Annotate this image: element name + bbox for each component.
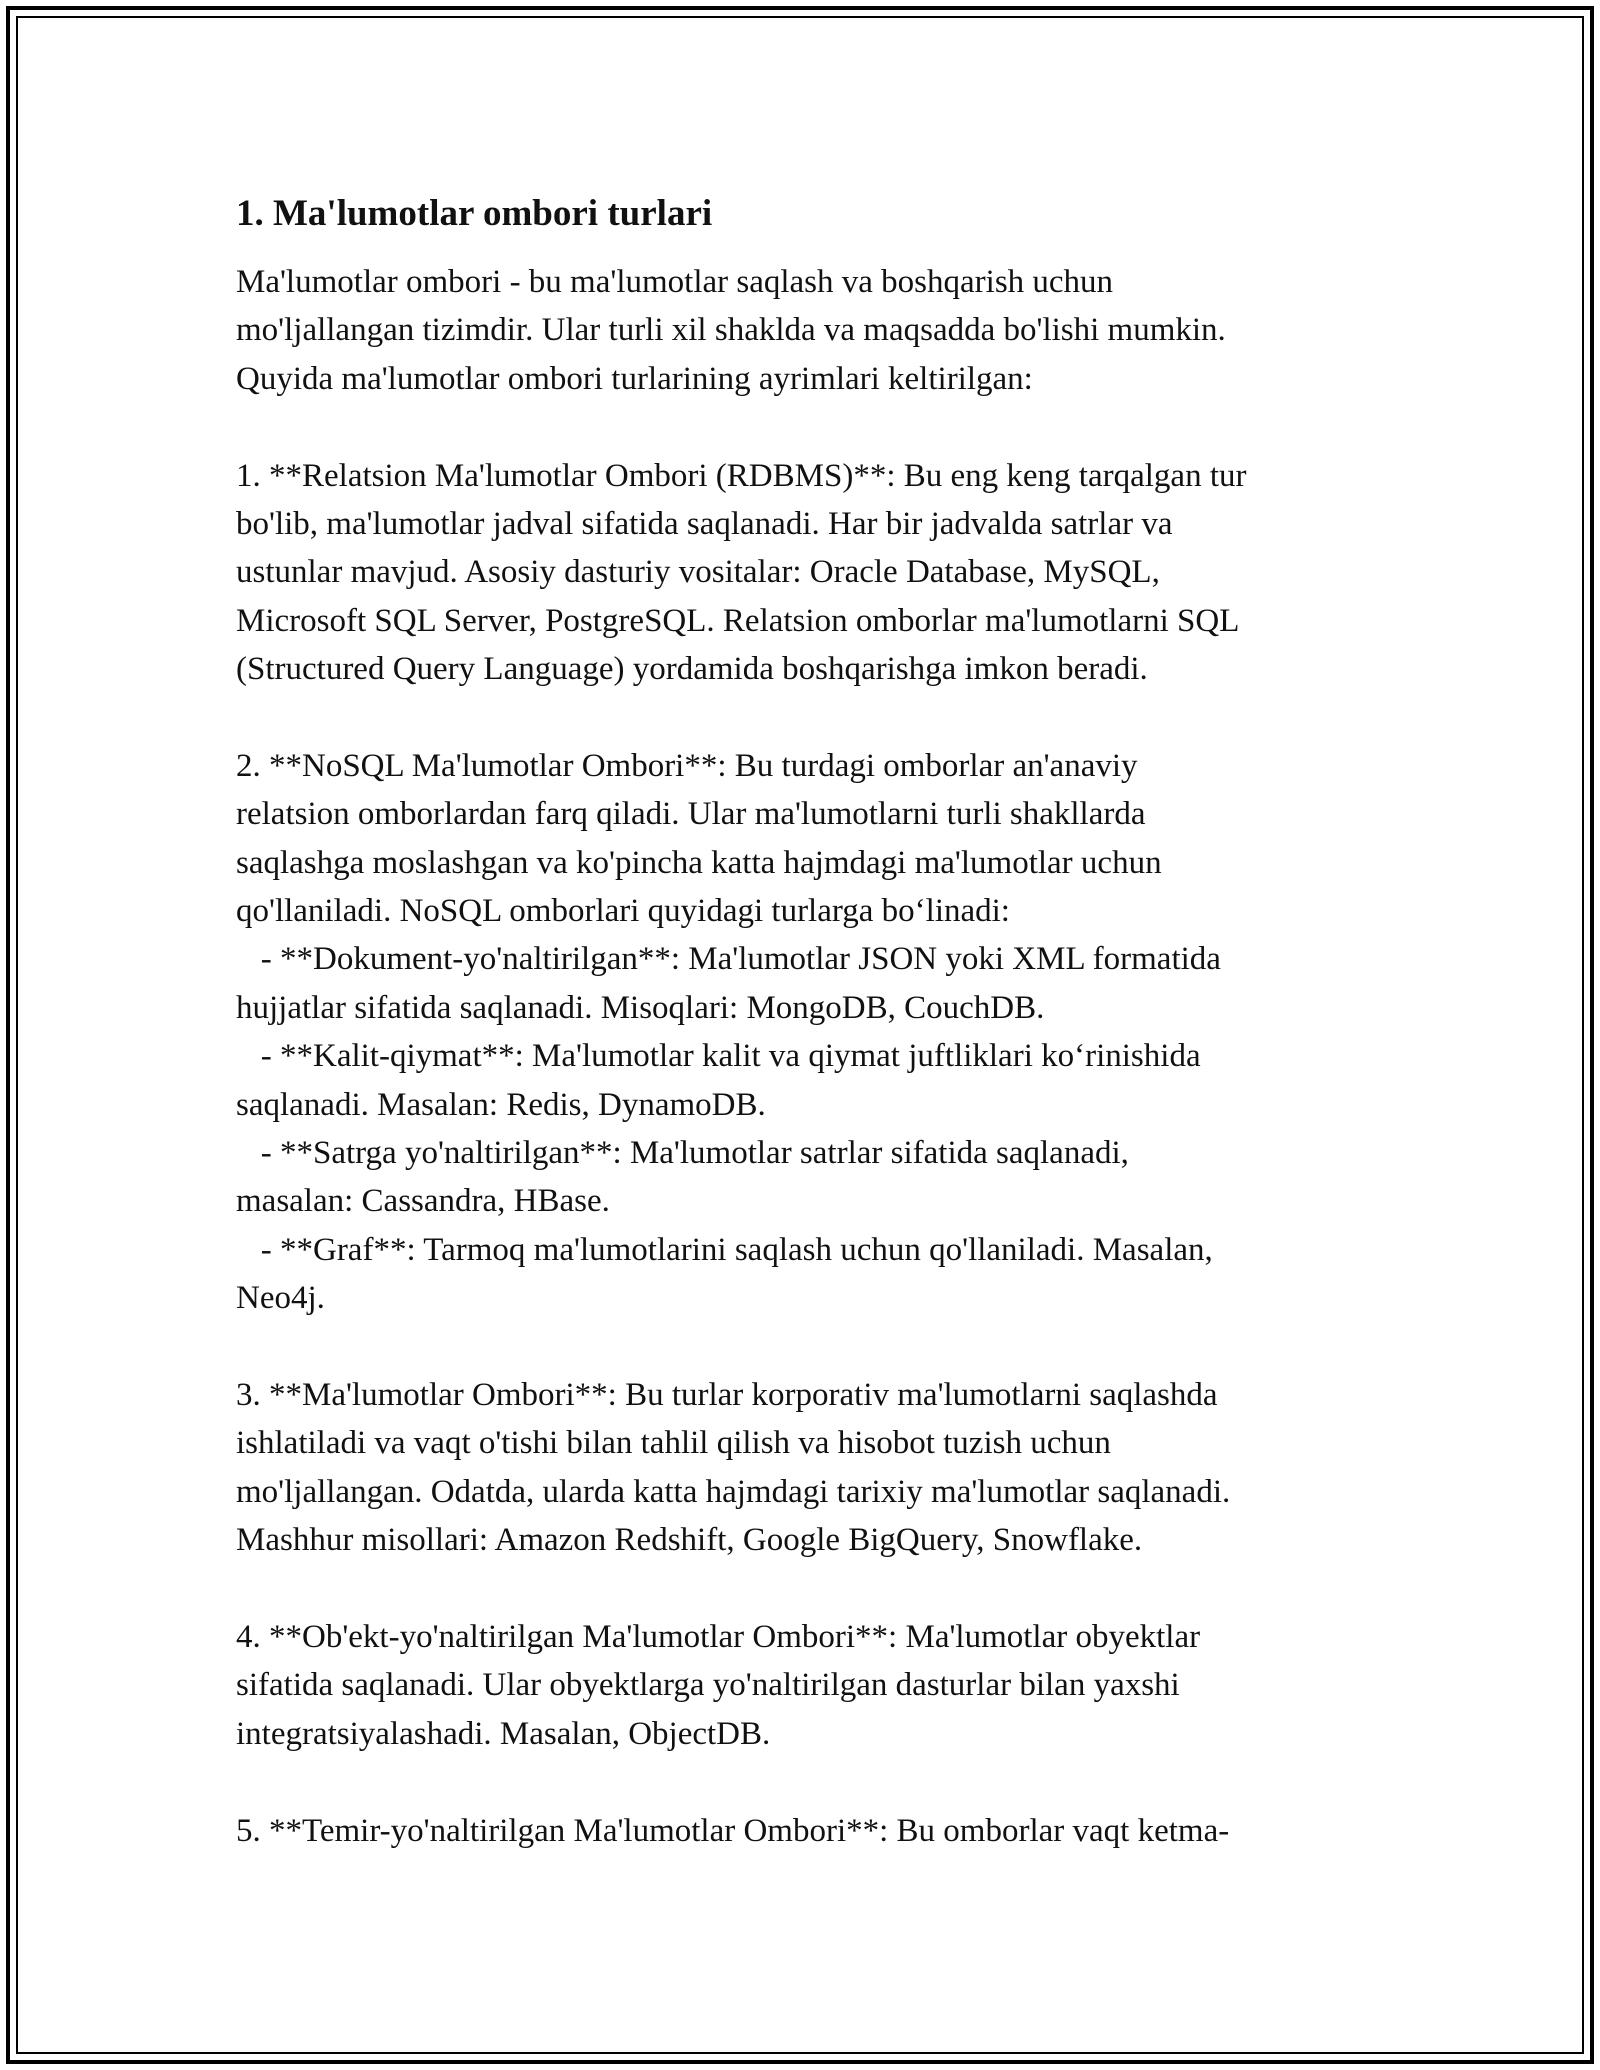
paragraph-gap [236,403,1386,451]
text-line: ustunlar mavjud. Asosiy dasturiy vositalar: Oracle Database, MySQL, [236,554,1160,591]
text-line: integratsiyalashadi. Masalan, ObjectDB. [236,1715,771,1752]
text-line: hujjatlar sifatida saqlanadi. Misoqlari: MongoDB, CouchDB. [236,989,1045,1026]
text-line: bo'lib, ma'lumotlar jadval sifatida saqlanadi. Har bir jadvalda satrlar va [236,505,1173,542]
intro-paragraph [236,258,1386,403]
sub-item-line: - **Dokument-yo'naltirilgan**: Ma'lumotlar JSON yoki XML formatida [236,941,1221,978]
text-line: relatsion omborlardan farq qiladi. Ular ma'lumotlarni turli shakllarda [236,796,1146,833]
text-line: 5. **Temir-yo'naltirilgan Ma'lumotlar Ombori**: Bu omborlar vaqt ketma- [236,1812,1230,1849]
text-line: 3. **Ma'lumotlar Ombori**: Bu turlar korporativ ma'lumotlarni saqlashda [236,1376,1218,1413]
sub-item-line: - **Graf**: Tarmoq ma'lumotlarini saqlash uchun qo'llaniladi. Masalan, [236,1231,1213,1268]
text-line: masalan: Cassandra, HBase. [236,1183,610,1220]
list-item-relational [236,452,1386,694]
paragraph-gap [236,1323,1386,1371]
paragraph-gap [236,1758,1386,1806]
document-body [236,190,1386,1855]
text-line: Ma'lumotlar ombori - bu ma'lumotlar saqlash va boshqarish uchun [236,264,1114,300]
sub-item-line: - **Kalit-qiymat**: Ma'lumotlar kalit va qiymat juftliklari ko‘rinishida [236,1038,1201,1075]
text-line: saqlanadi. Masalan: Redis, DynamoDB. [236,1086,766,1123]
paragraph-gap [236,1565,1386,1613]
list-item-data-warehouse [236,1371,1386,1565]
list-item-object-oriented [236,1613,1386,1758]
text-line: (Structured Query Language) yordamida boshqarishga imkon beradi. [236,651,1148,688]
text-line: mo'ljallangan tizimdir. Ular turli xil shaklda va maqsadda bo'lishi mumkin. [236,312,1226,349]
text-line: 1. **Relatsion Ma'lumotlar Ombori (RDBMS)**: Bu eng keng tarqalgan tur [236,457,1247,494]
paragraph-gap [236,694,1386,742]
list-item-time-series [236,1807,1386,1855]
text-line: Mashhur misollari: Amazon Redshift, Google BigQuery, Snowflake. [236,1522,1143,1559]
text-line: 4. **Ob'ekt-yo'naltirilgan Ma'lumotlar Ombori**: Ma'lumotlar obyektlar [236,1618,1201,1655]
text-line: Microsoft SQL Server, PostgreSQL. Relatsion omborlar ma'lumotlarni SQL [236,602,1240,639]
text-line: sifatida saqlanadi. Ular obyektlarga yo'naltirilgan dasturlar bilan yaxshi [236,1667,1180,1704]
text-line: Neo4j. [236,1280,325,1317]
text-line: 2. **NoSQL Ma'lumotlar Ombori**: Bu turdagi omborlar an'anaviy [236,747,1138,784]
section-heading: 1. Ma'lumotlar ombori turlari [236,193,713,234]
text-line: Quyida ma'lumotlar ombori turlarining ayrimlari keltirilgan: [236,360,1033,397]
text-line: qo'llaniladi. NoSQL omborlari quyidagi turlarga bo‘linadi: [236,893,1010,930]
sub-item-line: - **Satrga yo'naltirilgan**: Ma'lumotlar satrlar sifatida saqlanadi, [236,1135,1129,1172]
text-line: ishlatiladi va vaqt o'tishi bilan tahlil qilish va hisobot tuzish uchun [236,1425,1111,1462]
text-line: saqlashga moslashgan va ko'pincha katta hajmdagi ma'lumotlar uchun [236,844,1162,881]
text-line: mo'ljallangan. Odatda, ularda katta hajmdagi tarixiy ma'lumotlar saqlanadi. [236,1473,1231,1510]
list-item-nosql [236,742,1386,1323]
